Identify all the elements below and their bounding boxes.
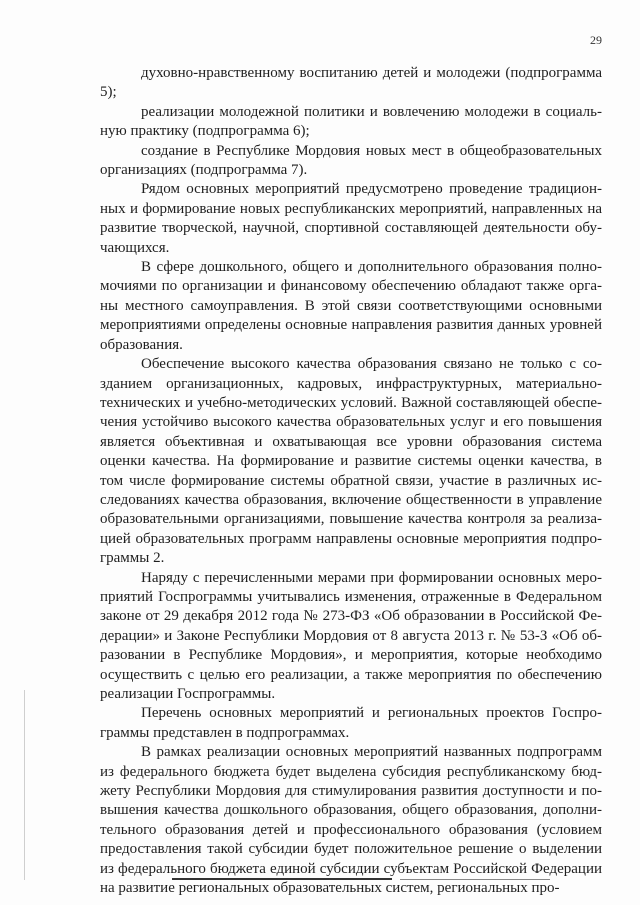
paragraph: создание в Республике Мордовия новых мест в общеобразовательных организациях (подпрограмма 7). <box>100 142 602 179</box>
page-number: 29 <box>590 33 602 47</box>
paragraph: Перечень основных мероприятий и региональных проектов Госпрограммы представлен в подпрограммах. <box>100 705 602 741</box>
paragraph: духовно-нравственному воспитанию детей и молодежи (подпрограмма 5); <box>100 65 602 101</box>
document-body <box>100 64 602 898</box>
paragraph: В сфере дошкольного, общего и дополнительного образования полномочиями по организации и финансовому обеспечению обладают также органы местного самоуправления. В этой связи соответствующими основными мероприятиями определены основные направления развития данных уровней образования. <box>100 259 602 353</box>
footer-rule <box>172 878 392 880</box>
paragraph: Рядом основных мероприятий предусмотрено проведение традиционных и формирование новых республиканских мероприятий, направленных на развитие творческой, научной, спортивной составляющей деятельности обучающихся. <box>100 181 602 256</box>
paragraph: В рамках реализации основных мероприятий названных подпрограмм из федерального бюджета будет выделена субсидия республиканскому бюджету Республики Мордовия для стимулирования развития доступности и повышения качества дошкольного образования, общего образования, дополнительного образования детей и профессионального образования (условием предоставления такой субсидии будет положительное решение о выделении из федерального бюджета единой субсидии субъектам Российской Федерации на развитие региональных образовательных систем, региональных про- <box>100 744 602 897</box>
paragraph: Наряду с перечисленными мерами при формировании основных мероприятий Госпрограммы учитывались изменения, отраженные в Федеральном законе от 29 декабря 2012 года № 273-ФЗ «Об образовании в Российской Федерации» и Законе Республики Мордовия от 8 августа 2013 г. № 53-З «Об образовании в Республике Мордовия», и мероприятия, которые необходимо осуществить с целью его реализации, а также мероприятия по обеспечению реализации Госпрограммы. <box>100 569 602 702</box>
paragraph: реализации молодежной политики и вовлечению молодежи в социальную практику (подпрограмма 6); <box>100 103 602 140</box>
footer-rule-secondary <box>400 879 550 880</box>
paragraph: Обеспечение высокого качества образования связано не только с созданием организационных, кадровых, инфраструктурных, материально-технических и учебно-методических условий. Важной составляющей обеспечения устойчиво высокого качества образовательных услуг и его повышения является объективная и охватывающая все уровни образования система оценки качества. На формирование и развитие системы оценки качества, в том числе формирование системы обратной связи, участие в различных исследованиях качества образования, включение общественности в управление образовательными организациями, повышение качества контроля за реализацией образовательных программ направлены основные мероприятия подпрограммы 2. <box>100 356 602 567</box>
scan-margin-line <box>24 690 25 880</box>
